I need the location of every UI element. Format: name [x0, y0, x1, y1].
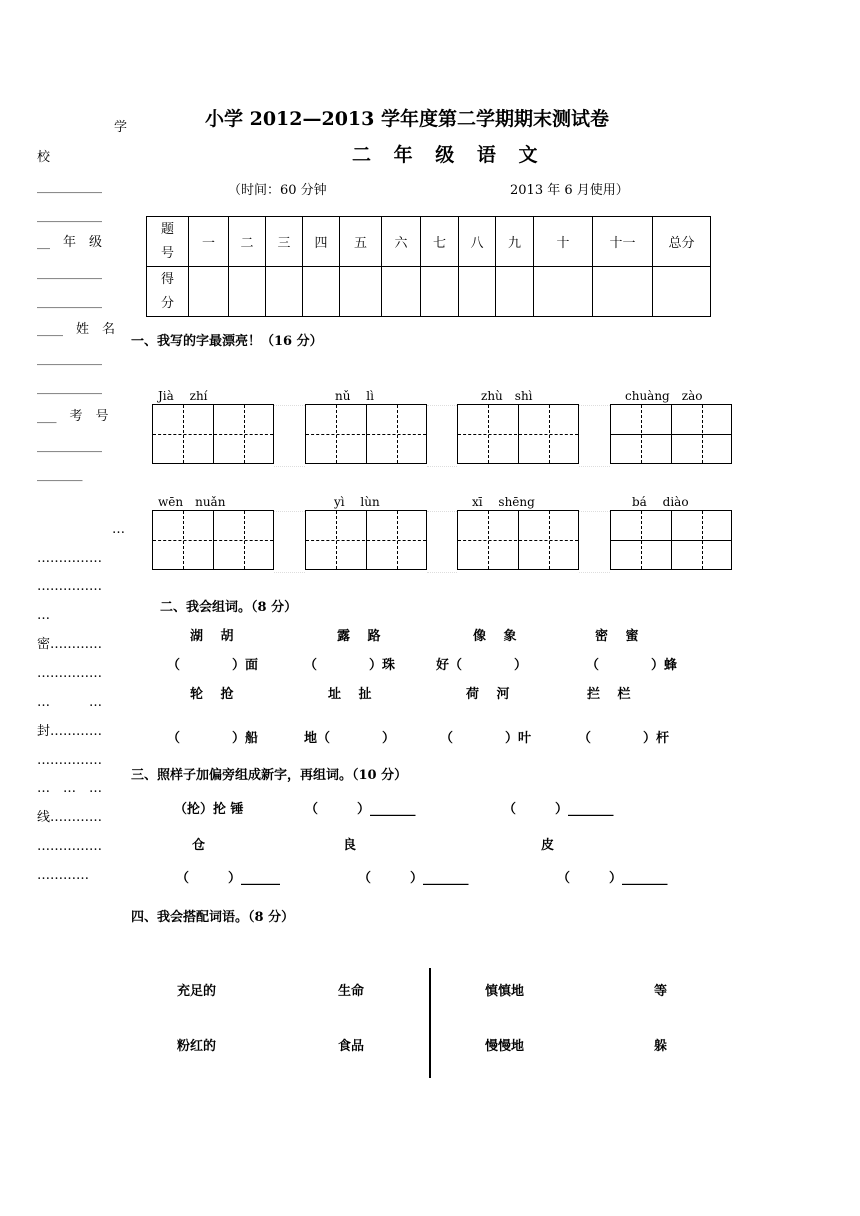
example-word: （抡）抡 锤 — [174, 802, 244, 817]
sidebar-dots-1: …………… — [37, 551, 102, 566]
char-pair: 湖 胡 — [190, 629, 234, 644]
section1-title: 一、我写的字最漂亮！（16 分） — [131, 334, 323, 349]
match-word[interactable]: 生命 — [338, 984, 365, 999]
writing-grid[interactable] — [457, 510, 579, 570]
score-col-2: 二 — [229, 217, 266, 267]
score-col-11: 十一 — [593, 217, 653, 267]
pinyin-chuangzao: chuàng zào — [625, 389, 703, 403]
char-pair: 拦 栏 — [587, 687, 631, 702]
pinyin-jiazhi: Jià zhí — [158, 389, 208, 403]
new-char-blank[interactable]: （ ）_______ — [358, 871, 469, 886]
name-blank-2[interactable]: __________ — [37, 380, 102, 395]
score-cell[interactable] — [534, 267, 593, 317]
pinyin-wennuan: wēn nuǎn — [158, 495, 226, 509]
score-col-3: 三 — [266, 217, 303, 267]
exam-time: （时间：60 分钟 — [228, 183, 327, 198]
guide-band — [579, 405, 610, 467]
score-cell[interactable] — [593, 267, 653, 317]
score-cell[interactable] — [340, 267, 382, 317]
score-cell[interactable] — [229, 267, 266, 317]
writing-grid[interactable] — [152, 510, 274, 570]
score-cell[interactable] — [653, 267, 711, 317]
section4-title: 四、我会搭配词语。（8 分） — [131, 910, 295, 925]
match-word[interactable]: 等 — [654, 984, 668, 999]
guide-band — [274, 405, 305, 467]
char-pair: 像 象 — [473, 629, 517, 644]
word-blank[interactable]: （ ）叶 — [440, 731, 532, 746]
score-col-1: 一 — [189, 217, 229, 267]
section3-title: 三、照样子加偏旁组成新字，再组词。（10 分） — [131, 768, 408, 783]
guide-band — [579, 511, 610, 573]
name-label: ____ 姓 名 — [37, 322, 116, 337]
char-pair: 露 路 — [337, 629, 381, 644]
pinyin-yilun: yì lùn — [334, 495, 380, 509]
guide-band — [274, 511, 305, 573]
match-word[interactable]: 食品 — [338, 1039, 365, 1054]
sidebar-dots-3: … — [37, 608, 50, 623]
base-char: 仓 — [192, 838, 206, 853]
sidebar-xue: 学 — [114, 120, 128, 135]
guide-band — [427, 511, 457, 573]
score-cell[interactable] — [496, 267, 534, 317]
page-subtitle: 二 年 级 语 文 — [352, 144, 546, 166]
score-col-4: 四 — [303, 217, 340, 267]
sidebar-dots-5: … … — [37, 695, 103, 710]
example-blank[interactable]: （ ）_______ — [305, 802, 416, 817]
word-blank[interactable]: （ ）杆 — [578, 731, 670, 746]
exam-number-blank-1[interactable]: __________ — [37, 438, 102, 453]
writing-grid[interactable] — [610, 510, 732, 570]
score-col-8: 八 — [459, 217, 496, 267]
pinyin-badiao: bá diào — [632, 495, 689, 509]
score-cell[interactable] — [189, 267, 229, 317]
sidebar-mi: 密………… — [37, 637, 103, 652]
char-pair: 荷 河 — [466, 687, 510, 702]
score-cell[interactable] — [303, 267, 340, 317]
sidebar-dots-8: …………… — [37, 839, 102, 854]
score-cell[interactable] — [421, 267, 459, 317]
score-col-10: 十 — [534, 217, 593, 267]
score-cell[interactable] — [459, 267, 496, 317]
writing-grid[interactable] — [152, 404, 274, 464]
sidebar-dots-4: …………… — [37, 666, 102, 681]
score-table-head-score: 得分 — [147, 267, 189, 317]
char-pair: 密 蜜 — [595, 629, 639, 644]
new-char-blank[interactable]: （ ）______ — [176, 871, 281, 886]
word-blank[interactable]: （ ）蜂 — [586, 658, 678, 673]
score-col-7: 七 — [421, 217, 459, 267]
char-pair: 址 扯 — [328, 687, 372, 702]
score-table-head-question: 题号 — [147, 217, 189, 267]
school-blank-1[interactable]: __________ — [37, 179, 102, 194]
word-blank[interactable]: 好（ ） — [436, 658, 528, 673]
grade-blank-1[interactable]: __________ — [37, 265, 102, 280]
score-col-9: 九 — [496, 217, 534, 267]
pinyin-nuli: nǔ lì — [335, 389, 374, 403]
word-blank[interactable]: 地（ ） — [304, 731, 396, 746]
section2-title: 二、我会组词。（8 分） — [160, 600, 298, 615]
sidebar-feng: 封………… — [37, 724, 103, 739]
writing-grid[interactable] — [305, 510, 427, 570]
score-table — [146, 216, 711, 317]
writing-grid[interactable] — [305, 404, 427, 464]
word-blank[interactable]: （ ）面 — [167, 658, 259, 673]
base-char: 皮 — [541, 838, 555, 853]
match-word[interactable]: 充足的 — [177, 984, 217, 999]
sidebar-dots-6: …………… — [37, 753, 102, 768]
sidebar-dots-9: ………… — [37, 868, 89, 883]
pinyin-zhushi: zhù shì — [481, 389, 533, 403]
char-pair: 轮 抢 — [190, 687, 234, 702]
score-col-5: 五 — [340, 217, 382, 267]
example-blank[interactable]: （ ）_______ — [503, 802, 614, 817]
match-word[interactable]: 慎慎地 — [485, 984, 525, 999]
word-blank[interactable]: （ ）珠 — [304, 658, 396, 673]
new-char-blank[interactable]: （ ）_______ — [557, 871, 668, 886]
writing-grid[interactable] — [610, 404, 732, 464]
score-col-6: 六 — [382, 217, 421, 267]
grade-blank-2[interactable]: __________ — [37, 294, 102, 309]
sidebar-dots-7: … … … — [37, 781, 103, 796]
exam-date: 2013 年 6 月使用） — [510, 183, 629, 198]
match-word[interactable]: 慢慢地 — [485, 1039, 525, 1054]
sidebar-dots-0: … — [112, 522, 125, 537]
school-blank-2[interactable]: __________ — [37, 208, 102, 223]
exam-number-blank-2[interactable]: _______ — [37, 467, 83, 482]
page-title: 小学 2012—2013 学年度第二学期期末测试卷 — [205, 108, 609, 130]
score-cell[interactable] — [266, 267, 303, 317]
score-cell[interactable] — [382, 267, 421, 317]
word-blank[interactable]: （ ）船 — [167, 731, 259, 746]
match-word[interactable]: 躲 — [654, 1039, 668, 1054]
name-blank-1[interactable]: __________ — [37, 351, 102, 366]
sidebar-xian: 线………… — [37, 810, 103, 825]
base-char: 良 — [343, 838, 357, 853]
match-divider — [429, 968, 431, 1078]
match-word[interactable]: 粉红的 — [177, 1039, 217, 1054]
pinyin-xisheng: xī shēng — [472, 495, 535, 509]
writing-grid[interactable] — [457, 404, 579, 464]
sidebar-xiao: 校 — [37, 150, 51, 165]
grade-label: __ 年 级 — [37, 235, 103, 250]
guide-band — [427, 405, 457, 467]
sidebar-dots-2: …………… — [37, 579, 102, 594]
score-col-total: 总分 — [653, 217, 711, 267]
exam-number-label: ___ 考 号 — [37, 409, 109, 424]
